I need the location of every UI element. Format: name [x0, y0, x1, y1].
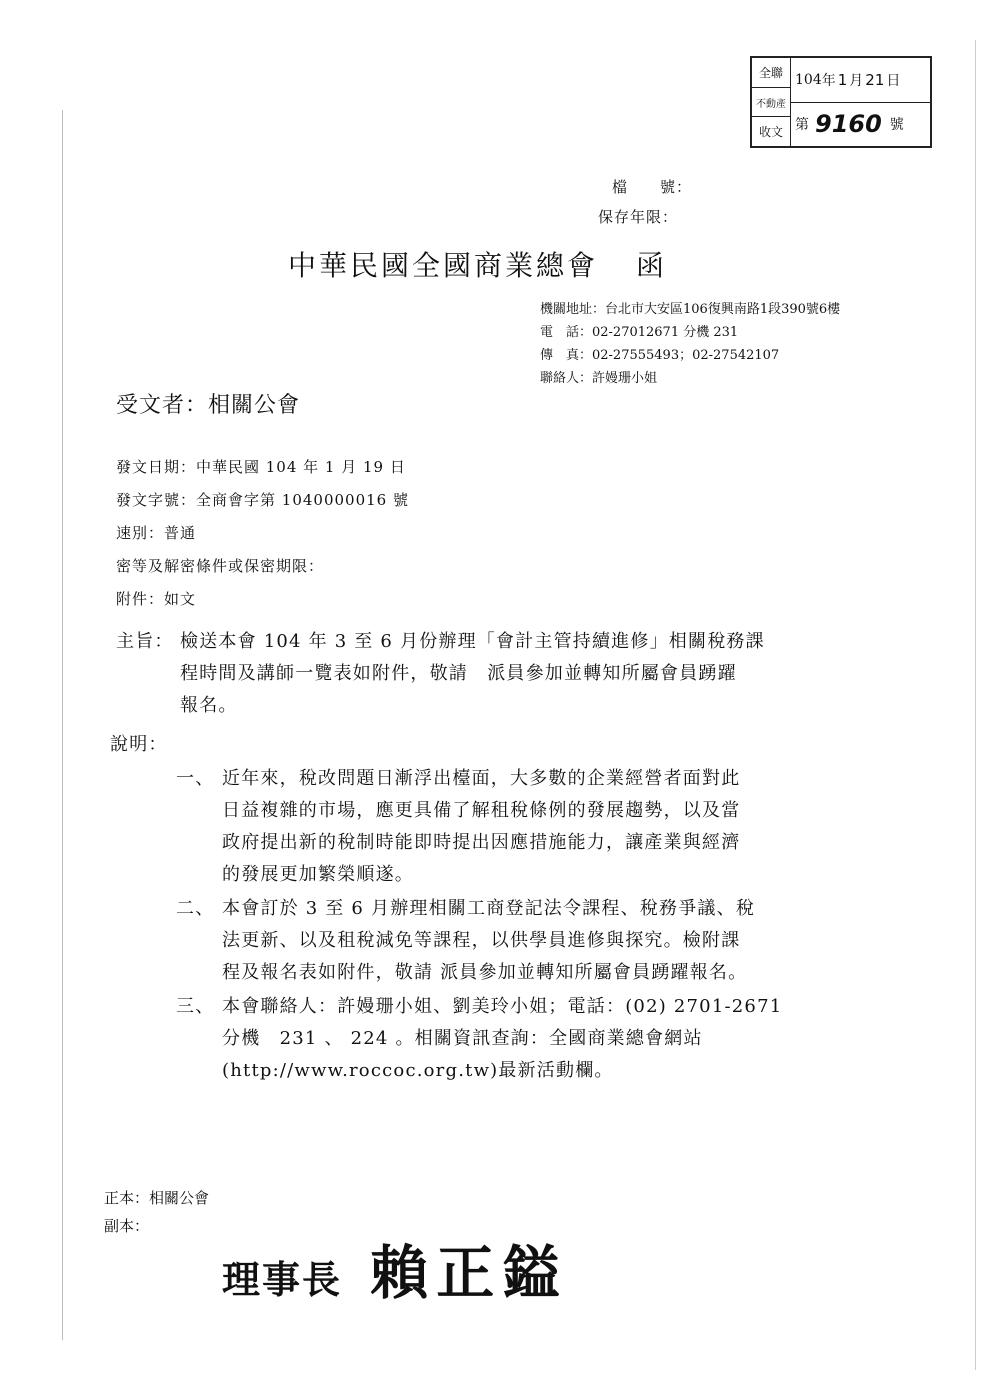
stamp-label: 收文 — [758, 125, 783, 140]
stamp-day: 21 — [865, 70, 885, 89]
recipient: 受文者：相關公會 — [116, 393, 301, 418]
scan-edge-line-right — [975, 40, 976, 1370]
subject-line: 程時間及講師一覽表如附件，敬請 派員參加並轉知所屬會員踴躍 — [180, 663, 737, 684]
doc-type: 函 — [636, 249, 668, 282]
stamp-month: 1 — [837, 70, 848, 89]
stamp-label: 全聯 — [752, 58, 790, 88]
issue-number: 發文字號：全商會字第 1040000016 號 — [116, 491, 409, 509]
copy-recipient: 副本： — [104, 1217, 150, 1235]
explanation-label: 說明： — [110, 734, 168, 755]
file-number: 檔 號： — [612, 178, 693, 196]
stamp-date-row — [791, 58, 930, 102]
website-link[interactable]: (http://www.roccoc.org.tw)最新活動欄。 — [222, 1060, 614, 1081]
subject-line: 報名。 — [180, 695, 238, 716]
item-number: 一、 — [176, 768, 215, 789]
stamp-labels — [752, 58, 791, 146]
org-phone: 電 話：02-27012671 分機 231 — [540, 325, 739, 340]
item-number: 三、 — [176, 996, 215, 1017]
attachment: 附件：如文 — [116, 590, 197, 608]
org-name: 中華民國全國商業總會 — [288, 249, 599, 282]
retention-period: 保存年限： — [598, 208, 679, 226]
chairman-title: 理事長 — [222, 1258, 343, 1302]
delivery-speed: 速別：普通 — [116, 524, 197, 542]
contact-person: 聯絡人：許嫚珊小姐 — [540, 371, 658, 386]
org-fax: 傳 真：02-27555493；02-27542107 — [540, 348, 780, 363]
item-line: 政府提出新的稅制時能即時提出因應措施能力，讓產業與經濟 — [222, 832, 741, 853]
stamp-no-prefix: 第 — [795, 117, 809, 134]
item-line: 日益複雜的市場，應更具備了解租稅條例的發展趨勢，以及當 — [222, 800, 741, 821]
stamp-number-row — [791, 102, 930, 147]
item-line: 本會聯絡人：許嫚珊小姐、劉美玲小姐；電話：(02) 2701-2671 — [222, 996, 783, 1017]
subject-line: 檢送本會 104 年 3 至 6 月份辦理「會計主管持續進修」相關稅務課 — [180, 631, 765, 652]
stamp-no-suffix: 號 — [889, 117, 904, 134]
org-address: 機關地址：台北市大安區106復興南路1段390號6樓 — [540, 302, 841, 317]
item-number: 二、 — [176, 898, 215, 919]
stamp-label: 不動產 — [752, 88, 790, 118]
secrecy-level: 密等及解密條件或保密期限： — [116, 557, 325, 575]
item-line: 程及報名表如附件，敬請 派員參加並轉知所屬會員踴躍報名。 — [222, 962, 748, 983]
item-line: 本會訂於 3 至 6 月辦理相關工商登記法令課程、稅務爭議、稅 — [222, 898, 755, 919]
subject-label: 主旨： — [116, 631, 174, 652]
original-recipient: 正本：相關公會 — [104, 1189, 210, 1207]
issue-date: 發文日期：中華民國 104 年 1 月 19 日 — [116, 458, 406, 476]
item-line: 法更新、以及租稅減免等課程，以供學員進修與探究。檢附課 — [222, 930, 741, 951]
stamp-year-unit: 年 — [821, 72, 836, 89]
document-title — [288, 244, 667, 284]
chairman-name: 賴正鎰 — [370, 1239, 569, 1307]
stamp-day-unit: 日 — [886, 72, 901, 89]
stamp-month-unit: 月 — [849, 72, 864, 89]
item-line: 的發展更加繁榮順遂。 — [222, 864, 414, 885]
scan-edge-line — [62, 110, 63, 1340]
stamp-number: 9160 — [815, 110, 882, 139]
item-line: 近年來，稅改問題日漸浮出檯面，大多數的企業經營者面對此 — [222, 768, 741, 789]
chairman-signature — [222, 1226, 568, 1310]
item-line: 分機 231 、 224 。相關資訊查詢：全國商業總會網站 — [222, 1028, 703, 1049]
stamp-year: 104 — [795, 71, 822, 88]
receipt-stamp — [750, 56, 932, 148]
